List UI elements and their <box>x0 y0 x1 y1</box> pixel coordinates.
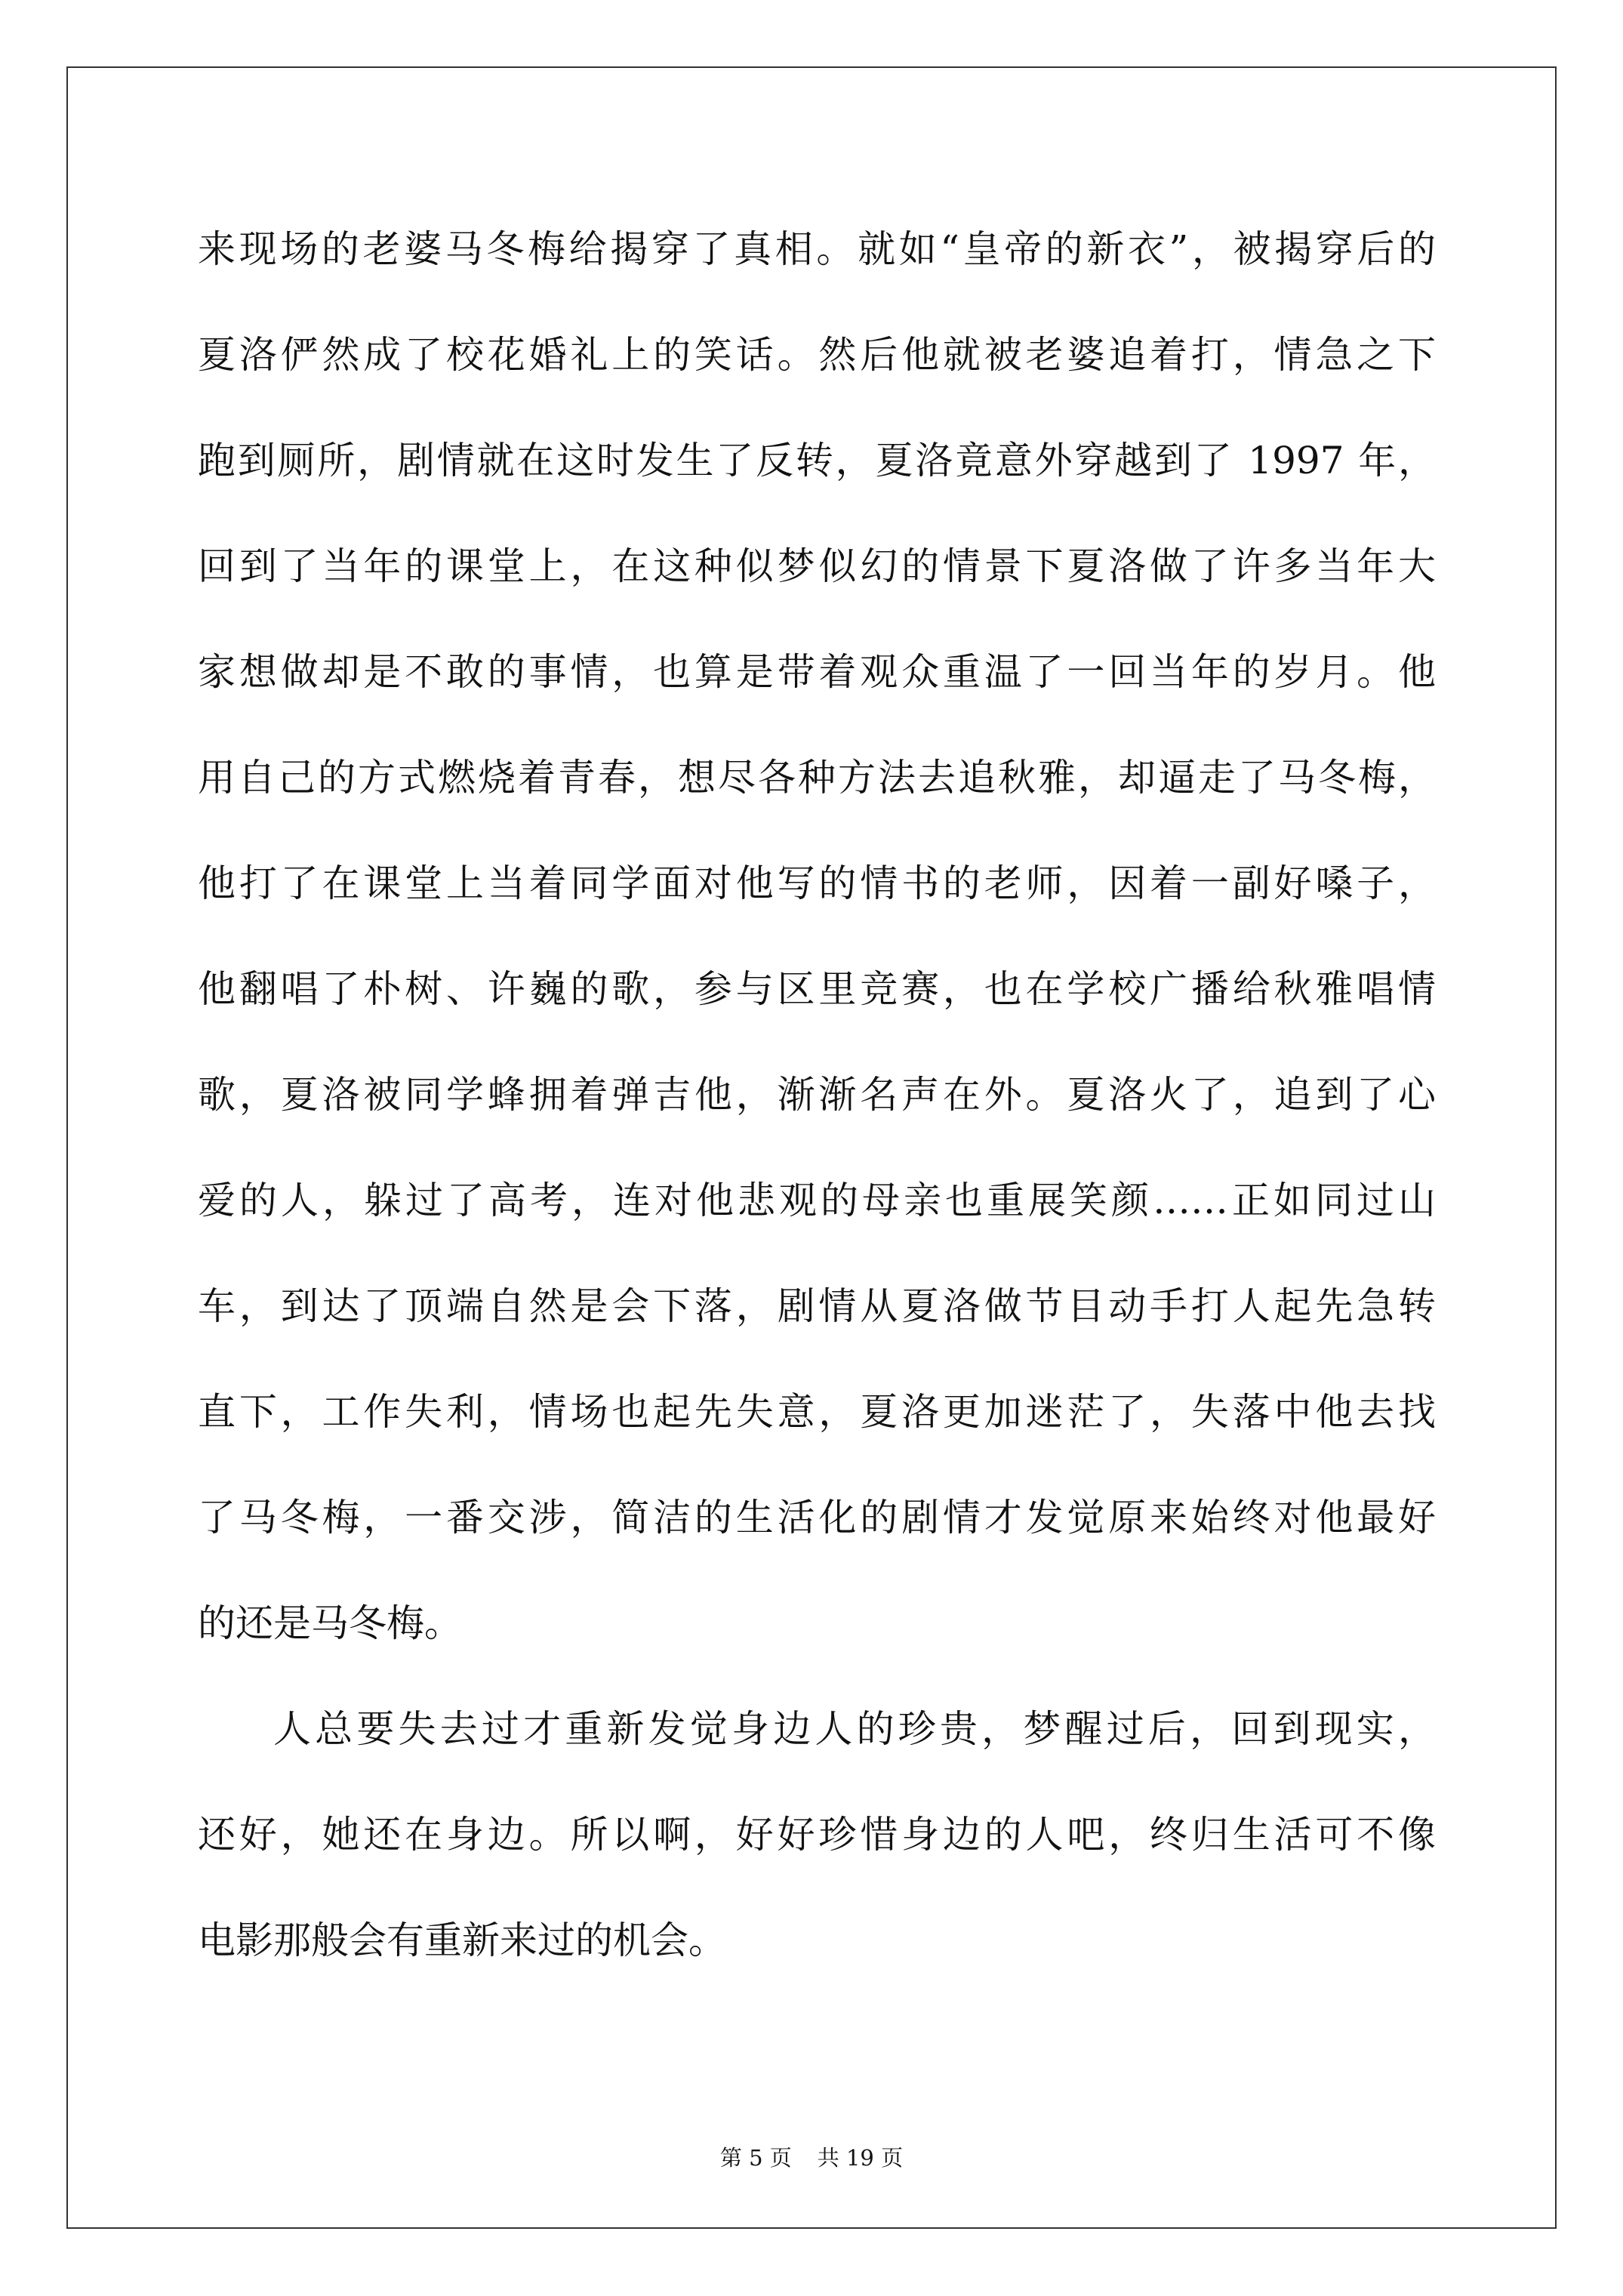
page-footer <box>0 2143 1623 2173</box>
text-line: 他翻唱了朴树、许巍的歌，参与区里竞赛，也在学校广播给秋雅唱情 <box>198 967 1436 1011</box>
text-line-paragraph-end: 的还是马冬梅。 <box>198 1601 462 1645</box>
body-text <box>198 215 1436 2012</box>
text-line-paragraph-start: 人总要失去过才重新发觉身边人的珍贵，梦醒过后，回到现实， <box>273 1707 1436 1751</box>
text-line: 直下，工作失利，情场也起先失意，夏洛更加迷茫了，失落中他去找 <box>198 1390 1436 1434</box>
text-line: 车，到达了顶端自然是会下落，剧情从夏洛做节目动手打人起先急转 <box>198 1284 1436 1328</box>
text-line: 爱的人，躲过了高考，连对他悲观的母亲也重展笑颜……正如同过山 <box>198 1179 1436 1222</box>
text-line: 歌，夏洛被同学蜂拥着弹吉他，渐渐名声在外。夏洛火了，追到了心 <box>198 1073 1436 1117</box>
text-line: 跑到厕所，剧情就在这时发生了反转，夏洛竟意外穿越到了 1997 年， <box>198 439 1436 482</box>
text-line-paragraph-end: 电影那般会有重新来过的机会。 <box>198 1918 726 1962</box>
text-line: 还好，她还在身边。所以啊，好好珍惜身边的人吧，终归生活可不像 <box>198 1813 1436 1857</box>
text-line: 了马冬梅，一番交涉，简洁的生活化的剧情才发觉原来始终对他最好 <box>198 1496 1436 1539</box>
text-line: 来现场的老婆马冬梅给揭穿了真相。就如“皇帝的新衣”，被揭穿后的 <box>198 227 1436 271</box>
text-line: 他打了在课堂上当着同学面对他写的情书的老师，因着一副好嗓子， <box>198 861 1436 905</box>
page-total: 共 19 页 <box>817 2145 904 2171</box>
text-line: 用自己的方式燃烧着青春，想尽各种方法去追秋雅，却逼走了马冬梅， <box>198 756 1436 800</box>
page-number: 第 5 页 <box>719 2145 792 2171</box>
text-line: 家想做却是不敢的事情，也算是带着观众重温了一回当年的岁月。他 <box>198 650 1436 694</box>
text-line: 夏洛俨然成了校花婚礼上的笑话。然后他就被老婆追着打，情急之下 <box>198 333 1436 377</box>
text-line: 回到了当年的课堂上，在这种似梦似幻的情景下夏洛做了许多当年大 <box>198 544 1436 588</box>
